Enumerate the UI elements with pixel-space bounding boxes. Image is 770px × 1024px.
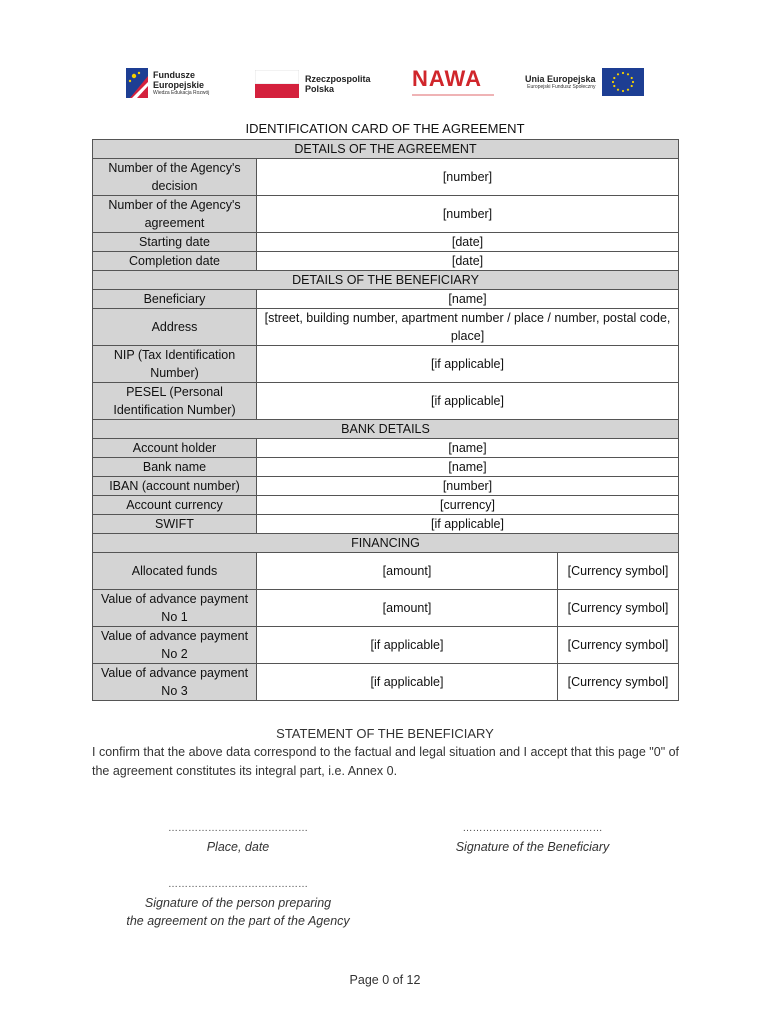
agency-signature bbox=[100, 876, 376, 930]
nawa-wordmark: NAWA bbox=[412, 66, 482, 91]
eu-flag-icon bbox=[602, 68, 644, 96]
place-date-label: Place, date bbox=[206, 840, 270, 854]
ue-line1: Unia Europejska bbox=[525, 74, 596, 84]
row-value: [name] bbox=[257, 290, 679, 309]
row-value: [number] bbox=[257, 159, 679, 196]
logo-bar bbox=[0, 64, 770, 104]
statement-text: I confirm that the above data correspond to the factual and legal situation and I accept that this page "0" of the agreement constitutes its integral part, i.e. Annex 0. bbox=[92, 745, 680, 778]
fe-line2: Europejskie bbox=[153, 80, 205, 90]
row-value: [if applicable] bbox=[257, 346, 679, 383]
table-row bbox=[93, 196, 679, 233]
table-row bbox=[93, 290, 679, 309]
table-row bbox=[93, 627, 679, 664]
table-row bbox=[93, 439, 679, 458]
row-label: PESEL (Personal Identification Number) bbox=[93, 383, 257, 420]
table-row bbox=[93, 515, 679, 534]
row-value: [if applicable] bbox=[257, 627, 558, 664]
rzeczpospolita-polska-logo bbox=[255, 70, 371, 98]
row-currency: [Currency symbol] bbox=[558, 627, 679, 664]
row-label: SWIFT bbox=[93, 515, 257, 534]
page-number: Page 0 of 12 bbox=[349, 973, 421, 987]
section-header-row bbox=[93, 271, 679, 290]
table-row bbox=[93, 553, 679, 590]
row-value: [if applicable] bbox=[257, 515, 679, 534]
table-row bbox=[93, 252, 679, 271]
table-row bbox=[93, 309, 679, 346]
row-label: Value of advance payment No 3 bbox=[93, 664, 257, 701]
row-label: Value of advance payment No 1 bbox=[93, 590, 257, 627]
row-label: IBAN (account number) bbox=[93, 477, 257, 496]
nawa-logo bbox=[412, 66, 494, 96]
row-value: [date] bbox=[257, 252, 679, 271]
row-value: [currency] bbox=[257, 496, 679, 515]
row-currency: [Currency symbol] bbox=[558, 590, 679, 627]
table-row bbox=[93, 496, 679, 515]
row-value: [amount] bbox=[257, 553, 558, 590]
section-header-row bbox=[93, 534, 679, 553]
document-title: IDENTIFICATION CARD OF THE AGREEMENT bbox=[245, 121, 525, 136]
statement-title: STATEMENT OF THE BENEFICIARY bbox=[276, 726, 494, 741]
row-value: [name] bbox=[257, 458, 679, 477]
table-row bbox=[93, 477, 679, 496]
place-date-signature bbox=[128, 820, 348, 856]
row-label: Value of advance payment No 2 bbox=[93, 627, 257, 664]
row-label: Starting date bbox=[93, 233, 257, 252]
row-currency: [Currency symbol] bbox=[558, 664, 679, 701]
beneficiary-signature-label: Signature of the Beneficiary bbox=[455, 840, 610, 854]
rp-line1: Rzeczpospolita bbox=[305, 74, 371, 84]
row-label: Beneficiary bbox=[93, 290, 257, 309]
row-label: Account holder bbox=[93, 439, 257, 458]
signature-line: …………………………………… bbox=[462, 823, 603, 834]
table-row bbox=[93, 664, 679, 701]
section-agreement: DETAILS OF THE AGREEMENT bbox=[93, 140, 679, 159]
row-currency: [Currency symbol] bbox=[558, 553, 679, 590]
row-value: [name] bbox=[257, 439, 679, 458]
table-row bbox=[93, 458, 679, 477]
fe-star-flag-icon bbox=[126, 68, 148, 98]
beneficiary-signature bbox=[420, 820, 645, 856]
row-value: [if applicable] bbox=[257, 664, 558, 701]
polish-flag-icon bbox=[255, 70, 299, 98]
section-header-row bbox=[93, 420, 679, 439]
row-label: Address bbox=[93, 309, 257, 346]
section-financing: FINANCING bbox=[93, 534, 679, 553]
table-row bbox=[93, 346, 679, 383]
fundusze-europejskie-logo bbox=[126, 68, 209, 98]
table-row bbox=[93, 590, 679, 627]
row-label: Number of the Agency's agreement bbox=[93, 196, 257, 233]
row-label: Bank name bbox=[93, 458, 257, 477]
unia-europejska-logo bbox=[525, 68, 644, 96]
row-label: Allocated funds bbox=[93, 553, 257, 590]
row-value: [if applicable] bbox=[257, 383, 679, 420]
row-value: [street, building number, apartment number / place / number, postal code, place] bbox=[257, 309, 679, 346]
agency-signature-label-line1: Signature of the person preparing bbox=[144, 896, 332, 910]
table-row bbox=[93, 233, 679, 252]
row-value: [number] bbox=[257, 196, 679, 233]
section-header-row bbox=[93, 140, 679, 159]
identification-card-table bbox=[92, 139, 679, 701]
row-label: NIP (Tax Identification Number) bbox=[93, 346, 257, 383]
row-label: Account currency bbox=[93, 496, 257, 515]
nawa-underline bbox=[412, 94, 494, 96]
agency-signature-label-line2: the agreement on the part of the Agency bbox=[126, 914, 350, 928]
section-beneficiary: DETAILS OF THE BENEFICIARY bbox=[93, 271, 679, 290]
section-bank: BANK DETAILS bbox=[93, 420, 679, 439]
signature-line: …………………………………… bbox=[168, 823, 308, 834]
fe-line3: Wiedza Edukacja Rozwój bbox=[153, 90, 210, 96]
table-row bbox=[93, 159, 679, 196]
table-row bbox=[93, 383, 679, 420]
signature-line: …………………………………… bbox=[168, 879, 308, 890]
row-value: [number] bbox=[257, 477, 679, 496]
ue-line2: Europejski Fundusz Społeczny bbox=[527, 84, 596, 90]
row-label: Number of the Agency's decision bbox=[93, 159, 257, 196]
row-value: [date] bbox=[257, 233, 679, 252]
rp-line2: Polska bbox=[305, 84, 335, 94]
row-label: Completion date bbox=[93, 252, 257, 271]
fe-line1: Fundusze bbox=[153, 70, 195, 80]
row-value: [amount] bbox=[257, 590, 558, 627]
